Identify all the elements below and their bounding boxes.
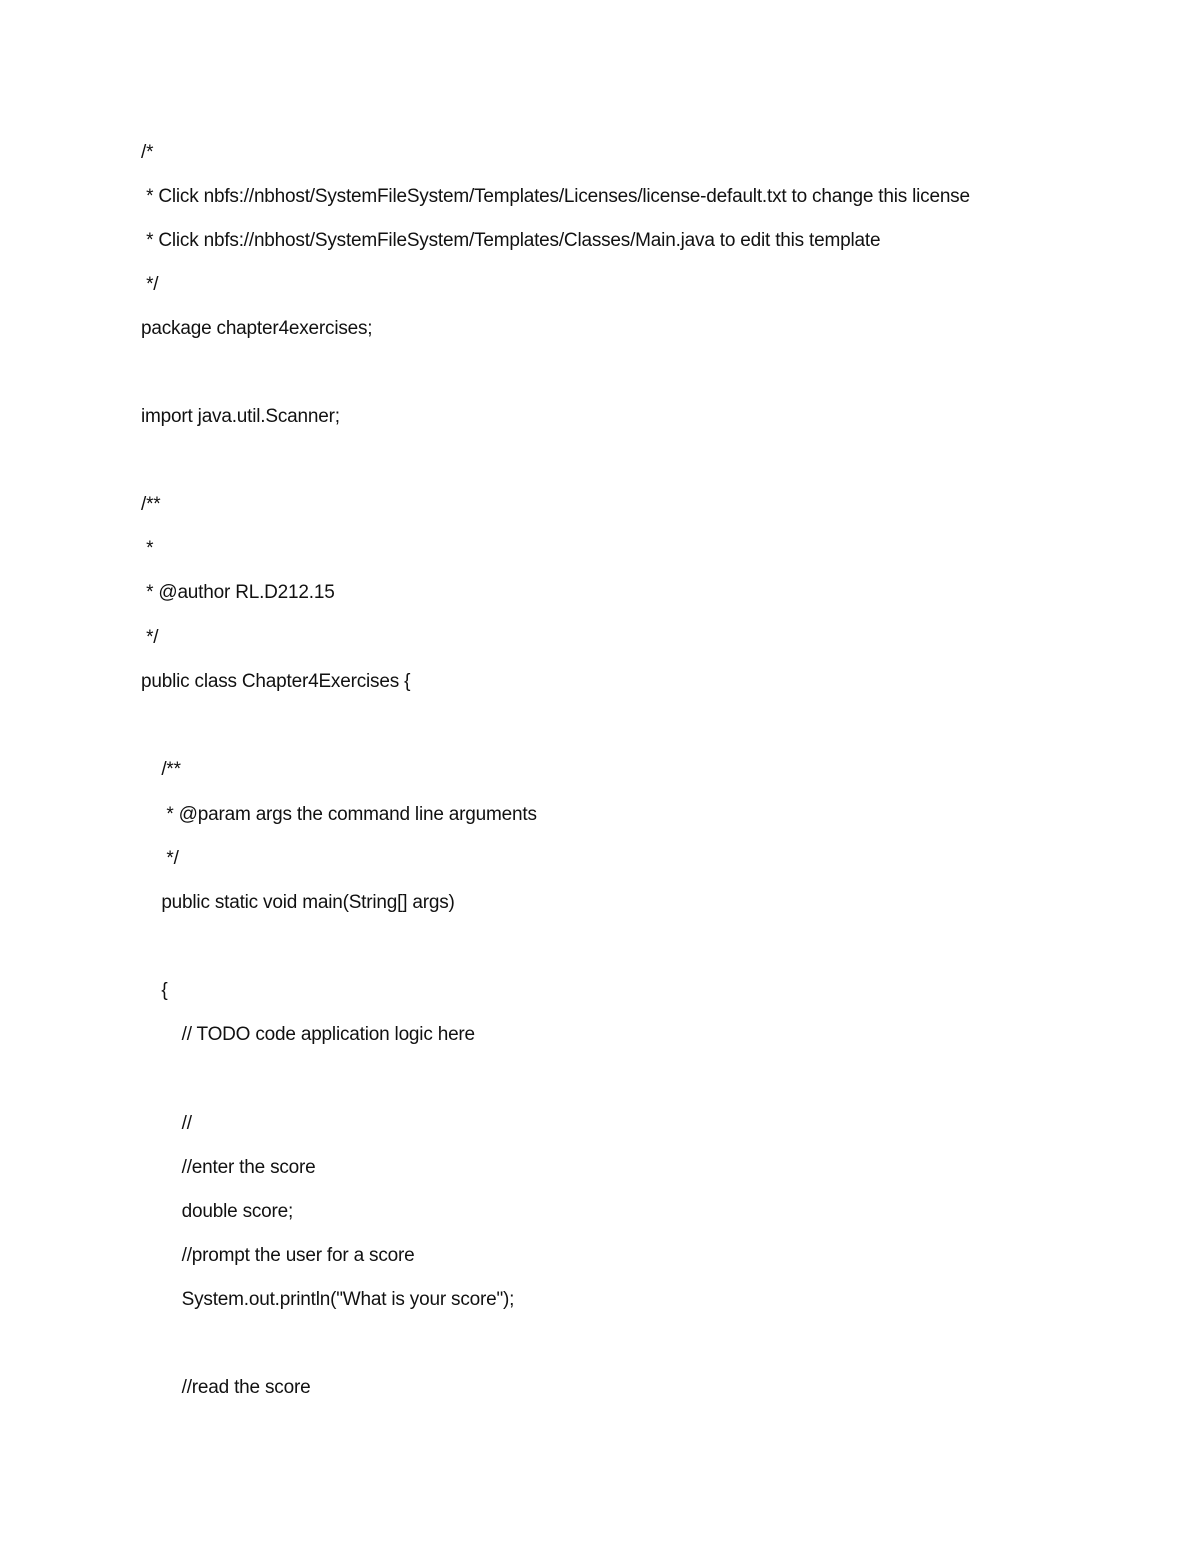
code-line: //: [141, 1113, 192, 1134]
code-line: /**: [141, 494, 161, 515]
code-line: // TODO code application logic here: [141, 1024, 475, 1045]
code-line: package chapter4exercises;: [141, 318, 373, 339]
code-line: * @param args the command line arguments: [141, 804, 537, 825]
code-line: */: [141, 848, 179, 869]
code-line: //prompt the user for a score: [141, 1245, 415, 1266]
code-line: *: [141, 538, 154, 559]
code-line: /**: [141, 759, 181, 780]
code-line: */: [141, 274, 159, 295]
code-line: * Click nbfs://nbhost/SystemFileSystem/Templates/Classes/Main.java to edit this template: [141, 230, 881, 251]
code-line: import java.util.Scanner;: [141, 406, 340, 427]
code-line: System.out.println("What is your score");: [141, 1289, 515, 1310]
code-line: //read the score: [141, 1377, 311, 1398]
code-line: * Click nbfs://nbhost/SystemFileSystem/Templates/Licenses/license-default.txt to change this license: [141, 186, 970, 207]
code-line: double score;: [141, 1201, 294, 1222]
code-line: */: [141, 627, 159, 648]
code-line: public class Chapter4Exercises {: [141, 671, 411, 692]
code-line: * @author RL.D212.15: [141, 582, 335, 603]
code-line: /*: [141, 142, 154, 163]
code-line: //enter the score: [141, 1157, 316, 1178]
code-line: {: [141, 980, 168, 1001]
code-line: public static void main(String[] args): [141, 892, 455, 913]
